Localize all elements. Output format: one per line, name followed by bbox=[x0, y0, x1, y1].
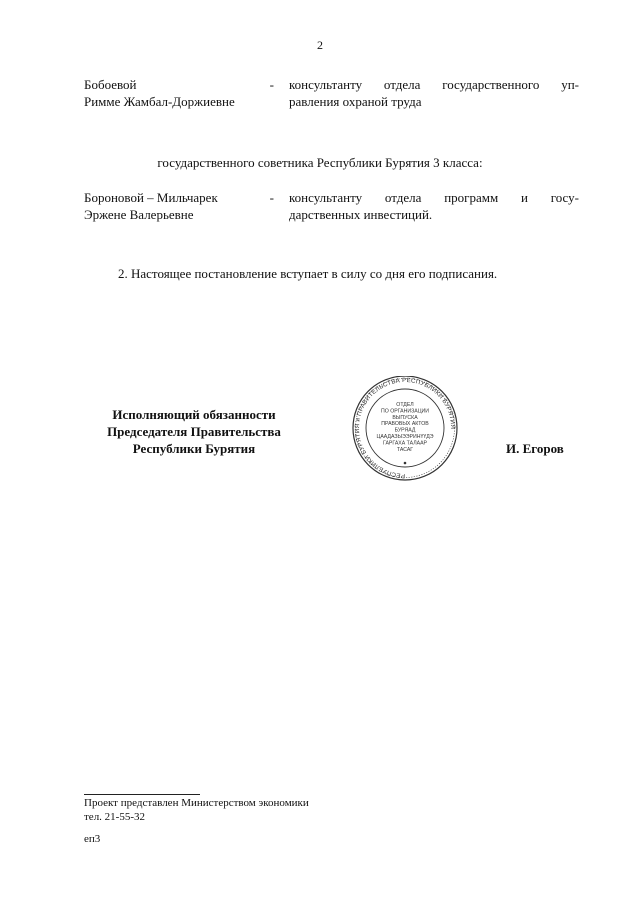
footnote-line: Проект представлен Министерством экономики bbox=[84, 797, 309, 809]
signatory-title-line: Исполняющий обязанности bbox=[112, 407, 276, 422]
appointee-name bbox=[84, 76, 269, 110]
position-line: дарственных инвестиций. bbox=[289, 207, 433, 222]
separator-dash: - bbox=[269, 190, 274, 205]
appointee-name-line: Римме Жамбал-Доржиевне bbox=[84, 94, 235, 109]
signatory-title-line: Председателя Правительства bbox=[107, 424, 281, 439]
appointment-entry bbox=[84, 76, 579, 110]
signatory-name: И. Егоров bbox=[506, 441, 564, 456]
official-seal bbox=[341, 376, 469, 482]
seal-center-line: ПО ОРГАНИЗАЦИИ bbox=[381, 408, 429, 415]
seal-ring-textpath: РЕСПУБЛИКИ БУРЯТИЯ и ПРАВИТЕЛЬСТВА РЕСПУБЛИКИ БУРЯТИЯ bbox=[353, 376, 457, 480]
appointee-name-line: Бороновой – Мильчарек bbox=[84, 190, 218, 205]
footnote-line: тел. 21-55-32 bbox=[84, 811, 146, 823]
seal-center-line: БУРЯАД bbox=[394, 427, 416, 434]
seal-center-line: ОТДЕЛ bbox=[396, 402, 414, 408]
separator-dash: - bbox=[269, 77, 274, 92]
footnote bbox=[84, 796, 309, 846]
appointee-position bbox=[289, 76, 579, 110]
position-line: консультанту отдела государственного уп- bbox=[289, 77, 579, 92]
appointee-position bbox=[289, 189, 579, 223]
signatory-title-line: Республики Бурятия bbox=[132, 441, 256, 456]
appointment-entry bbox=[84, 189, 579, 223]
seal-center-line: ПРАВОВЫХ АКТОВ bbox=[381, 421, 429, 428]
document-code: еп3 bbox=[84, 833, 101, 845]
appointee-name-line: Эржене Валерьевне bbox=[84, 207, 194, 222]
position-line: равления охраной труда bbox=[289, 94, 422, 109]
seal-center-line: ЦААДАЗЫЭЭРИНҮҮДЭ bbox=[376, 434, 434, 440]
signatory-title bbox=[84, 406, 304, 457]
seal-center-line: ТАСАГ bbox=[396, 446, 414, 453]
page-number: 2 bbox=[317, 38, 323, 52]
clause-2: 2. Настоящее постановление вступает в силу со дня его подписания. bbox=[118, 266, 498, 281]
footnote-divider bbox=[84, 794, 200, 795]
rank-heading: государственного советника Республики Бурятия 3 класса: bbox=[157, 155, 483, 170]
seal-center-line: ВЫПУСКА bbox=[392, 414, 418, 421]
appointee-name-line: Бобоевой bbox=[84, 77, 137, 92]
appointee-name bbox=[84, 189, 269, 223]
position-line: консультанту отдела программ и госу- bbox=[289, 190, 579, 205]
seal-dot bbox=[404, 462, 407, 465]
seal-center-text bbox=[377, 402, 434, 453]
seal-center-line: ГАРГАХА ТАЛААР bbox=[382, 440, 428, 447]
